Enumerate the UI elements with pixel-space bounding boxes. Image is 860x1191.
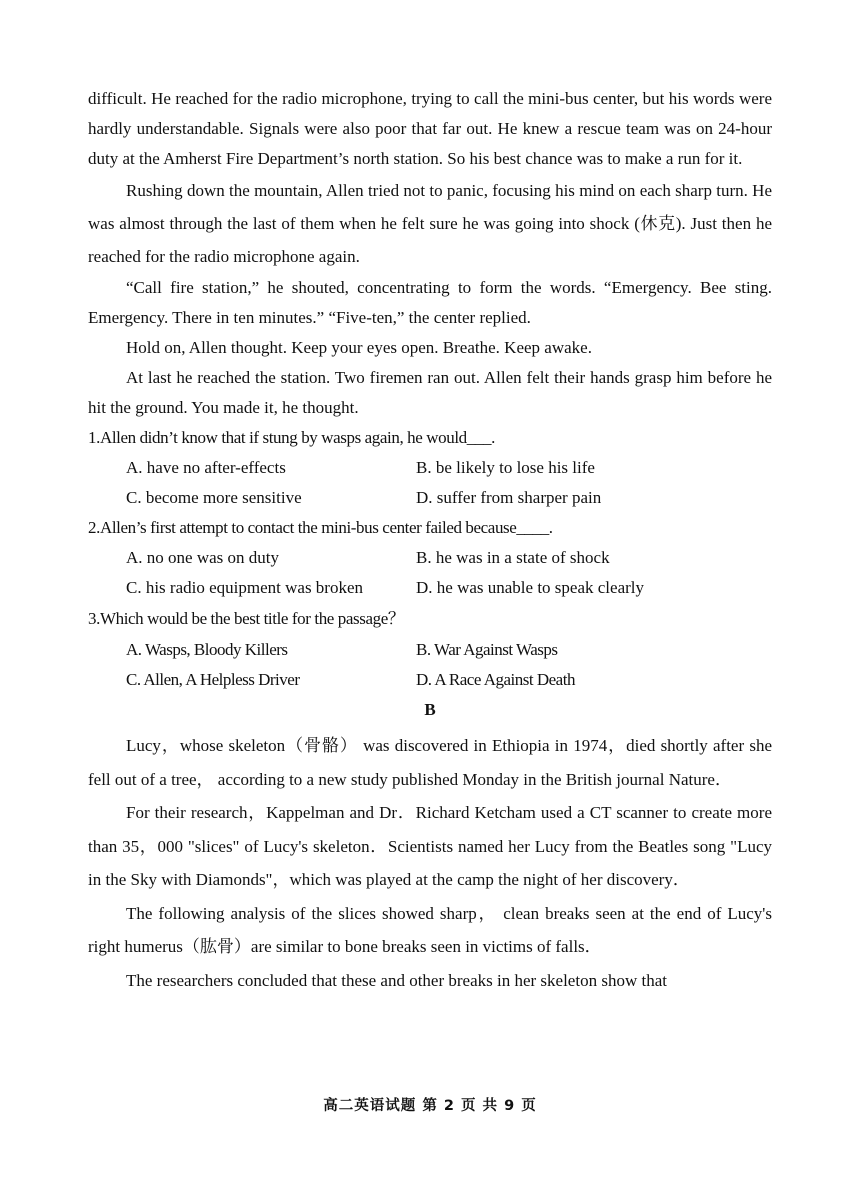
question-stem: 3.Which would be the best title for the passage？ xyxy=(88,609,405,628)
passage-b-paragraph: The researchers concluded that these and other breaks in her skeleton show that xyxy=(126,970,667,990)
page-footer: 高二英语试题 第 2 页 共 9 页 xyxy=(323,1098,537,1114)
option-d: D. A Race Against Death xyxy=(416,670,575,689)
option-a: A. have no after-effects xyxy=(126,458,286,477)
question-options xyxy=(88,453,772,513)
option-b: B. War Against Wasps xyxy=(416,640,558,659)
option-a: A. no one was on duty xyxy=(126,548,279,567)
option-b: B. he was in a state of shock xyxy=(416,548,610,567)
question-stem: 1.Allen didn’t know that if stung by wasps again, he would___. xyxy=(88,428,495,447)
passage-b-paragraph: The following analysis of the slices showed sharp， clean breaks seen at the end of Lucy's right humerus（肱骨）are similar to bone breaks seen in victims of falls． xyxy=(88,903,772,956)
passage-a-paragraph: At last he reached the station. Two firemen ran out. Allen felt their hands grasp him before he hit the ground. You made it, he thought. xyxy=(88,368,772,417)
passage-a-paragraph: “Call fire station,” he shouted, concentrating to form the words. “Emergency. Bee sting. Emergency. There in ten minutes.” “Five-ten,” the center replied. xyxy=(88,278,772,327)
question-3 xyxy=(88,603,772,695)
question-2 xyxy=(88,513,772,603)
option-b: B. be likely to lose his life xyxy=(416,458,595,477)
passage-b-paragraph: For their research，Kappelman and Dr．Richard Ketcham used a CT scanner to create more than 35，000 "slices" of Lucy's skeleton．Scientists named her Lucy from the Beatles song "Lucy in the Sky with Diamonds"，which was played at the camp the night of her discovery． xyxy=(88,803,772,889)
question-options xyxy=(88,635,772,695)
passage-a-paragraph: difficult. He reached for the radio microphone, trying to call the mini-bus center, but his words were hardly understandable. Signals were also poor that far out. He knew a rescue team was on 24-hour duty at the Amherst Fire Department’s north station. So his best chance was to make a run for it. xyxy=(88,89,772,168)
option-d: D. he was unable to speak clearly xyxy=(416,578,644,597)
section-heading: B xyxy=(424,700,436,719)
question-1 xyxy=(88,423,772,513)
passage-b-paragraph: Lucy，whose skeleton（骨骼） was discovered in Ethiopia in 1974，died shortly after she fell out of a tree， according to a new study published Monday in the British journal Nature． xyxy=(88,736,772,789)
option-c: C. his radio equipment was broken xyxy=(126,578,364,597)
question-options xyxy=(88,543,772,603)
option-c: C. become more sensitive xyxy=(126,488,302,507)
passage-a-paragraph: Hold on, Allen thought. Keep your eyes open. Breathe. Keep awake. xyxy=(126,338,592,357)
document-body xyxy=(88,84,772,997)
option-c: C. Allen, A Helpless Driver xyxy=(126,670,300,689)
option-d: D. suffer from sharper pain xyxy=(416,488,602,507)
passage-a-paragraph: Rushing down the mountain, Allen tried not to panic, focusing his mind on each sharp turn. He was almost through the last of them when he felt sure he was going into shock (休克). Just then he reached for the radio microphone again. xyxy=(88,181,772,266)
option-a: A. Wasps, Bloody Killers xyxy=(126,640,288,659)
question-stem: 2.Allen’s first attempt to contact the mini-bus center failed because____. xyxy=(88,518,553,537)
